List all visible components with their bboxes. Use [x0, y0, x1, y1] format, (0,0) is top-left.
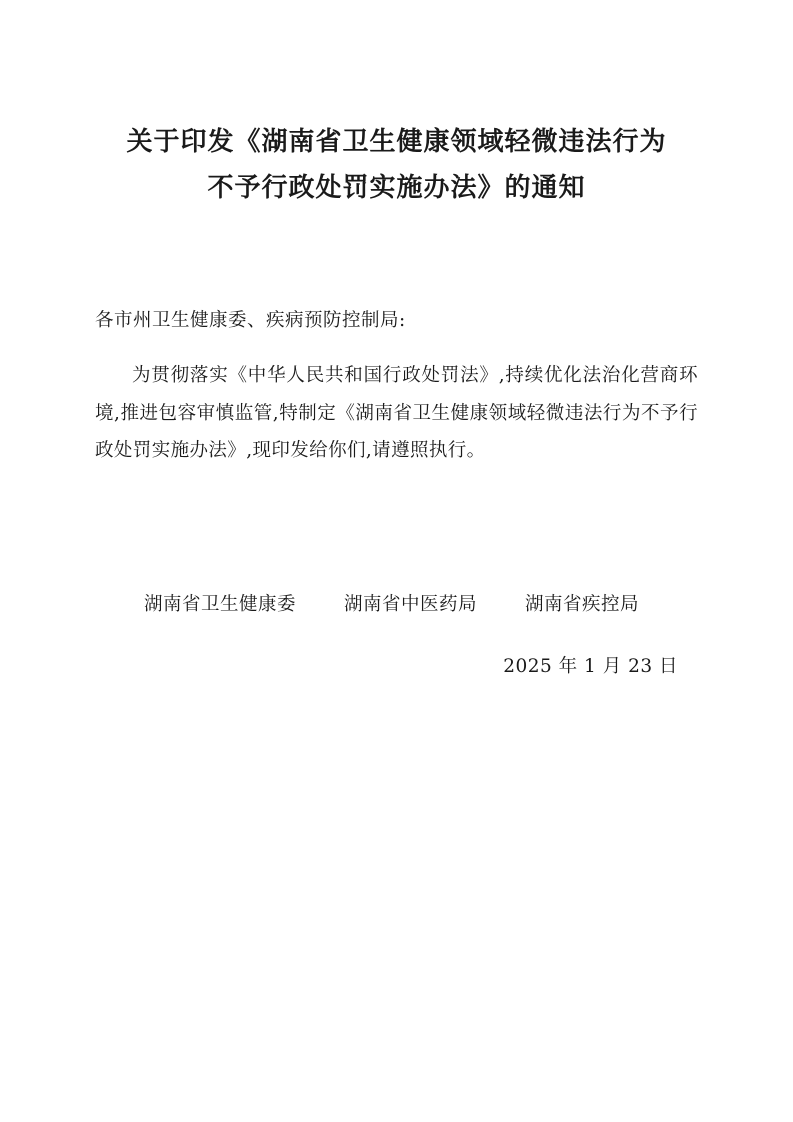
page-title	[113, 120, 680, 211]
signer-item: 湖南省疾控局	[525, 594, 640, 616]
signer-item: 湖南省卫生健康委	[143, 594, 296, 616]
body-paragraph: 为贯彻落实《中华人民共和国行政处罚法》,持续优化法治化营商环境,推进包容审慎监管,特制定《湖南省卫生健康领域轻微违法行为不予行政处罚实施办法》,现印发给你们,请遵照执行。	[95, 364, 698, 462]
signature-block	[95, 590, 698, 678]
signer-item: 湖南省中医药局	[343, 594, 477, 616]
signer-list	[95, 590, 698, 616]
page-title-line-1: 关于印发《湖南省卫生健康领域轻微违法行为	[126, 127, 667, 157]
page-title-line-2: 不予行政处罚实施办法》的通知	[207, 172, 586, 203]
signature-date: 2025 年 1 月 23 日	[503, 656, 678, 678]
addressee-line: 各市州卫生健康委、疾病预防控制局:	[95, 310, 406, 331]
